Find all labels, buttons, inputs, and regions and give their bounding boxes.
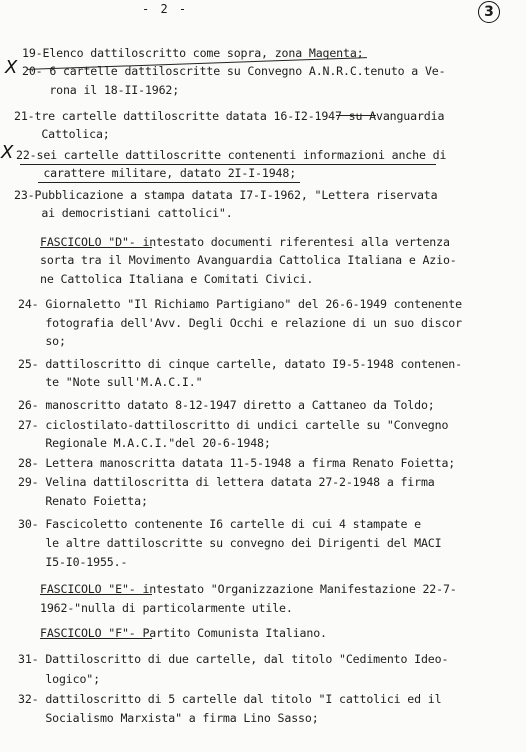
text-line: logico"; [18, 672, 100, 686]
text-line: I5-I0-1955.- [18, 555, 128, 569]
text-line: 1962-"nulla di particolarmente utile. [40, 601, 293, 615]
handwritten-underline-22a [20, 164, 436, 165]
text-line: 30- Fascicoletto contenente I6 cartelle di cui 4 stampate e [18, 517, 421, 531]
text-line: Regionale M.A.C.I."del 20-6-1948; [18, 436, 271, 450]
text-line: Socialismo Marxista" a firma Lino Sasso; [18, 711, 319, 725]
text-line: 29- Velina dattiloscritta di lettera datata 27-2-1948 a firma [18, 475, 435, 489]
text-line: Renato Foietta; [18, 494, 148, 508]
text-line: 24- Giornaletto "Il Richiamo Partigiano" del 26-6-1949 contenente [18, 297, 462, 311]
text-line: ai democristiani cattolici". [14, 206, 233, 220]
text-line: 22-sei cartelle dattiloscritte contenenti informazioni anche di [16, 148, 447, 162]
text-line: 25- dattiloscritto di cinque cartelle, datato I9-5-1948 contenen- [18, 357, 462, 371]
page-number-marker: - 2 - [142, 2, 189, 16]
text-line: 20- 6 cartelle dattiloscritte su Convegno A.N.R.C.tenuto a Ve- [22, 64, 446, 78]
text-line: so; [18, 334, 66, 348]
text-line: 21-tre cartelle dattiloscritte datata 16-I2-1947 su Avanguardia [14, 109, 445, 123]
text-line: 19-Elenco dattiloscritto come sopra, zona Magenta; [22, 46, 364, 60]
text-line: fotografia dell'Avv. Degli Occhi e relazione di un suo discor [18, 316, 462, 330]
text-line: 27- ciclostilato-dattiloscritto di undici cartelle su "Convegno [18, 418, 449, 432]
handwritten-underline-22b [38, 182, 300, 183]
text-line: te "Note sull'M.A.C.I." [18, 375, 203, 389]
text-line: sorta tra il Movimento Avanguardia Cattolica Italiana e Azio- [40, 253, 457, 267]
text-line: 32- dattiloscritto di 5 cartelle dal titolo "I cattolici ed il [18, 692, 442, 706]
circled-page-number: 3 [478, 1, 500, 23]
text-line: 28- Lettera manoscritta datata 11-5-1948 a firma Renato Foietta; [18, 456, 456, 470]
margin-cross-mark-19: X [5, 57, 18, 78]
text-line: 23-Pubblicazione a stampa datata I7-I-1962, "Lettera riservata [14, 188, 438, 202]
text-line: ne Cattolica Italiana e Comitati Civici. [40, 272, 314, 286]
text-line: FASCICOLO "F"- Partito Comunista Italiano. [40, 626, 327, 640]
text-line: carattere militare, datato 2I-I-1948; [16, 166, 297, 180]
text-line: 31- Dattiloscritto di due cartelle, dal titolo "Cedimento Ideo- [18, 652, 449, 666]
text-line: FASCICOLO "D"- intestato documenti riferentesi alla vertenza [40, 235, 450, 249]
text-line: le altre dattiloscritte su convegno dei Dirigenti del MACI [18, 536, 442, 550]
text-line: Cattolica; [14, 127, 110, 141]
margin-cross-mark-22: X [1, 142, 14, 163]
text-line: rona il 18-II-1962; [22, 83, 180, 97]
text-line: 26- manoscritto datato 8-12-1947 diretto a Cattaneo da Toldo; [18, 398, 435, 412]
text-line: FASCICOLO "E"- intestato "Organizzazione Manifestazione 22-7- [40, 582, 457, 596]
